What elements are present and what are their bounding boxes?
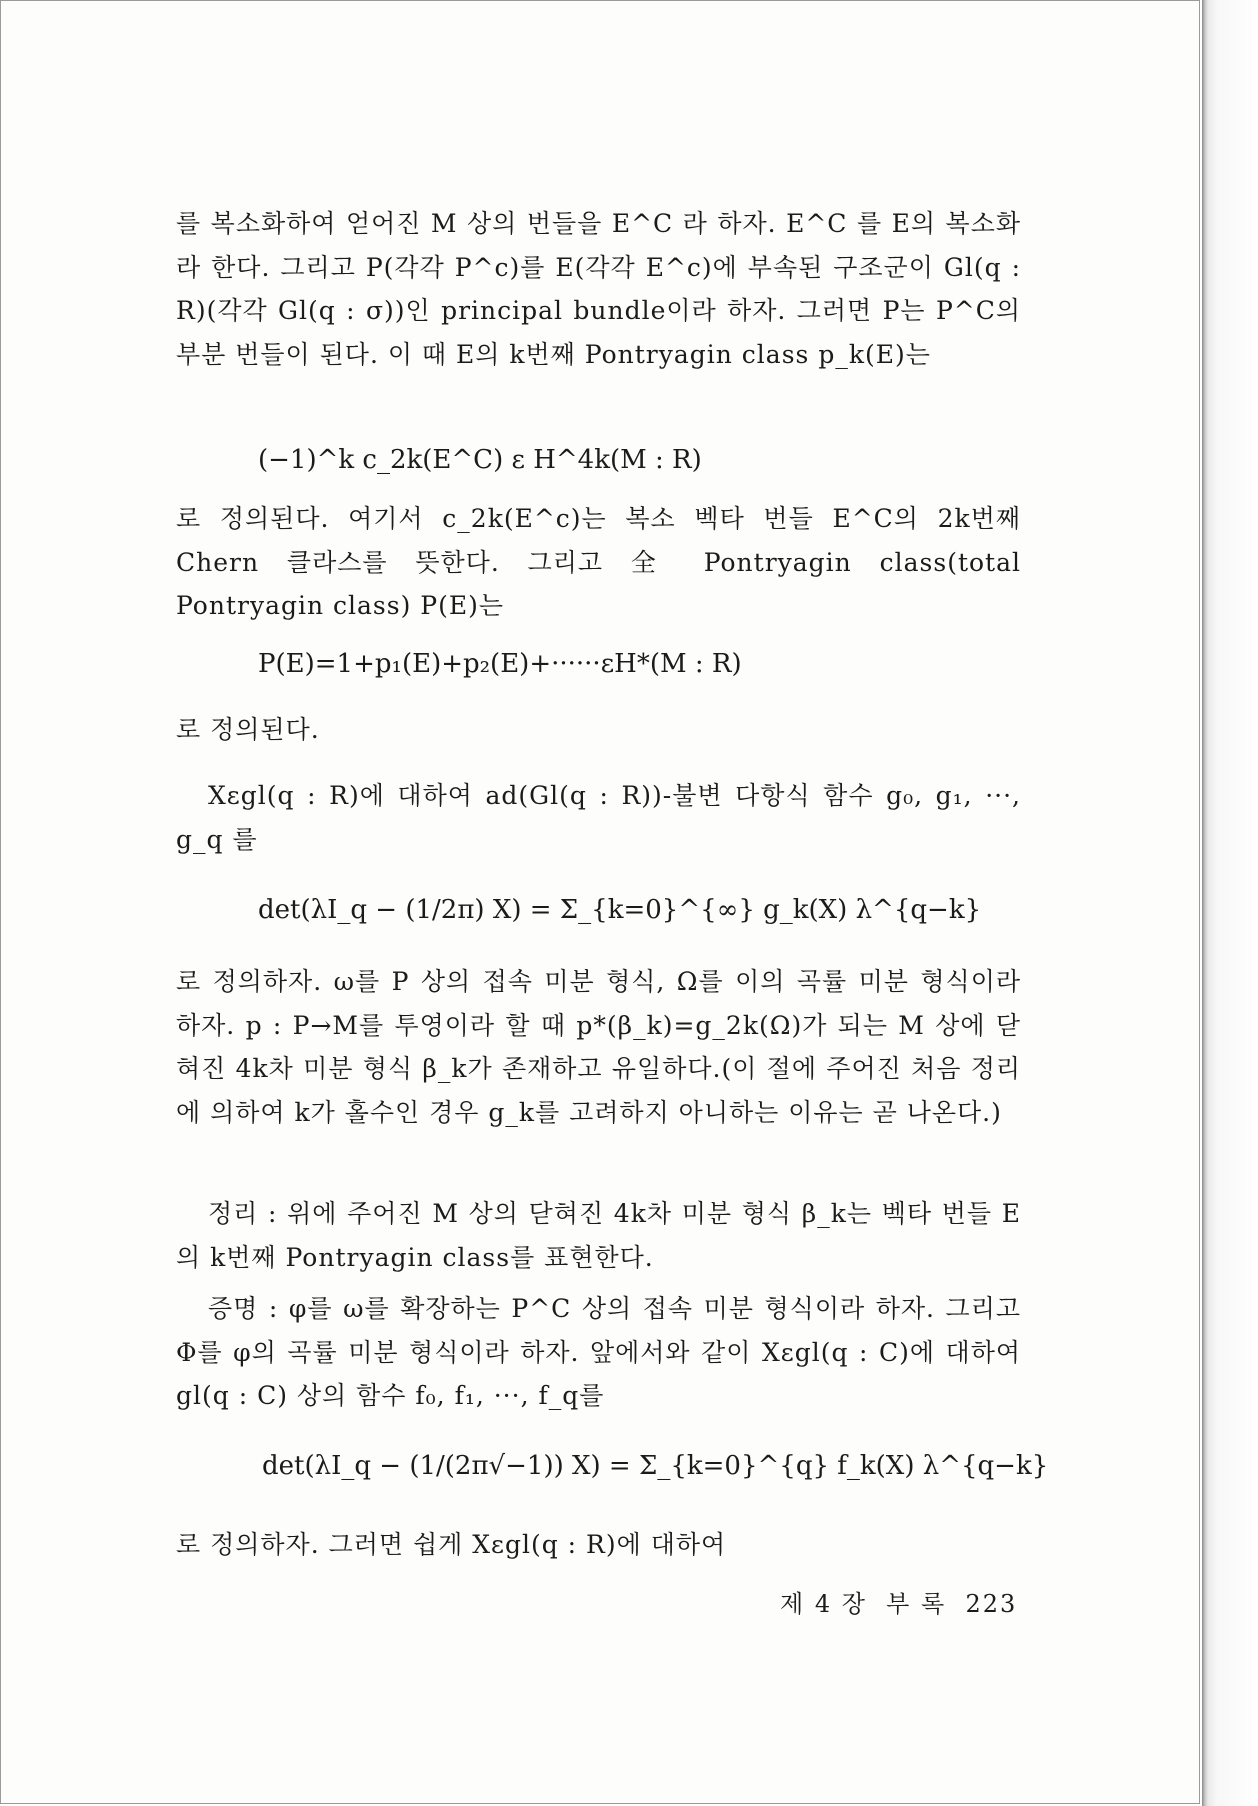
page-number: 223 — [965, 1590, 1018, 1618]
page-edge-shadow — [1202, 0, 1258, 1806]
paragraph-invariant-polynomial: Xεgl(q : R)에 대하여 ad(Gl(q : R))-불변 다항식 함수 g₀, g₁, ···, g_q 를 — [176, 781, 1021, 854]
paragraph-then: 로 정의하자. 그러면 쉽게 Xεgl(q : R)에 대하여 — [176, 1530, 727, 1559]
equation-det-real: det(λI_q − (1/2π) X) = Σ_{k=0}^{∞} g_k(X) λ^{q−k} — [258, 895, 982, 925]
footer-chapter: 제 4 장 — [780, 1590, 867, 1618]
paragraph-proof: 증명 : φ를 ω를 확장하는 P^C 상의 접속 미분 형식이라 하자. 그리고 Φ를 φ의 곡률 미분 형식이라 하자. 앞에서와 같이 Xεgl(q : C)에 대하여 gl(q : C) 상의 함수 f₀, f₁, ···, f_q를 — [176, 1294, 1021, 1410]
equation-pontryagin-class: (−1)^k c_2k(E^C) ε H^4k(M : R) — [258, 445, 702, 475]
paragraph-connection-form: 로 정의하자. ω를 P 상의 접속 미분 형식, Ω를 이의 곡률 미분 형식이라 하자. p : P→M를 투영이라 할 때 p*(β_k)=g_2k(Ω)가 되는 M 상에 닫혀진 4k차 미분 형식 β_k가 존재하고 유일하다.(이 절에 주어진 처음 정리에 의하여 k가 홀수인 경우 g_k를 고려하지 아니하는 이유는 곧 나온다.) — [176, 967, 1021, 1127]
paragraph-complexification: 를 복소화하여 얻어진 M 상의 번들을 E^C 라 하자. E^C 를 E의 복소화라 한다. 그리고 P(각각 P^c)를 E(각각 E^c)에 부속된 구조군이 Gl(q : R)(각각 Gl(q : σ))인 principal bundle이라 하자. 그러면 P는 P^C의 부분 번들이 된다. 이 때 E의 k번째 Pontryagin class p_k(E)는 — [176, 209, 1021, 369]
paragraph-chern-class: 로 정의된다. 여기서 c_2k(E^c)는 복소 벡타 번들 E^C의 2k번째 Chern 클라스를 뜻한다. 그리고 全 Pontryagin class(total Pontryagin class) P(E)는 — [176, 504, 1021, 620]
page-footer — [780, 1584, 1017, 1619]
paragraph-theorem: 정리 : 위에 주어진 M 상의 닫혀진 4k차 미분 형식 β_k는 벡타 번들 E의 k번째 Pontryagin class를 표현한다. — [176, 1199, 1021, 1272]
footer-section: 부 록 — [886, 1590, 947, 1618]
equation-total-pontryagin: P(E)=1+p₁(E)+p₂(E)+······εH*(M : R) — [258, 649, 742, 679]
equation-det-complex: det(λI_q − (1/(2π√−1)) X) = Σ_{k=0}^{q} f_k(X) λ^{q−k} — [262, 1451, 1049, 1481]
paragraph-defined: 로 정의된다. — [176, 715, 320, 744]
